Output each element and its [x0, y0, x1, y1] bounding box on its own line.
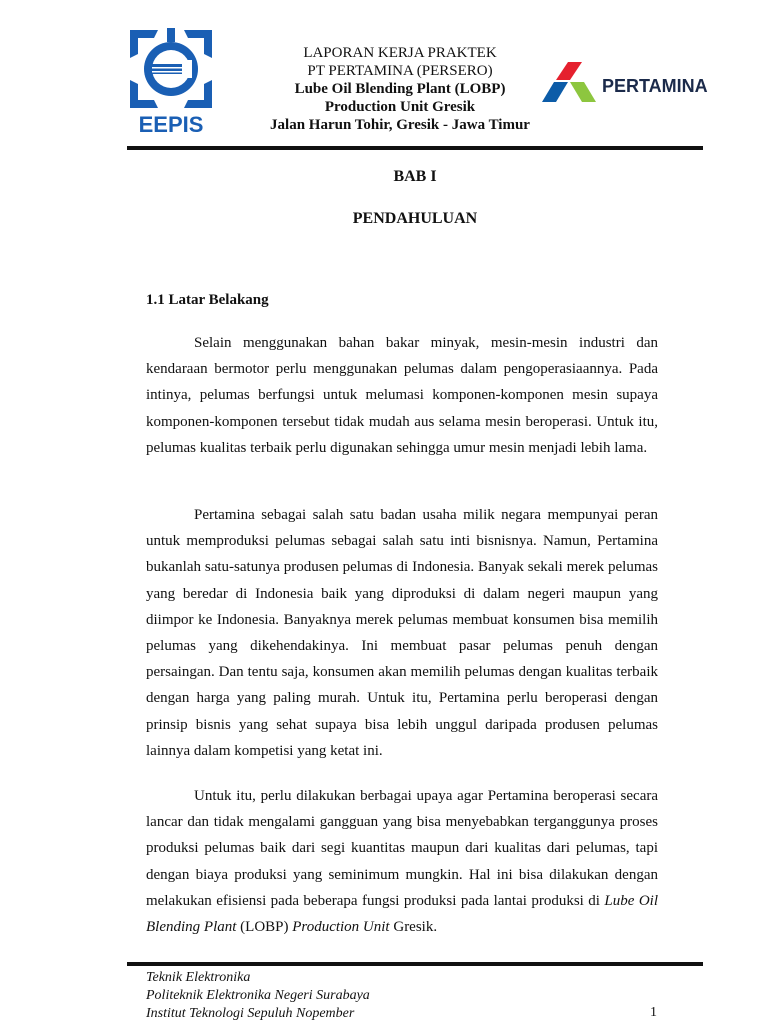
paragraph-3-start: Untuk itu, perlu dilakukan berbagai upaya agar Pertamina beroperasi secara lancar dan tidak mengalami gangguan yang bisa menyebabkan terganggunya proses produksi pelumas baik dari segi kuantitas maupun dari kualitas dari pelumas, tapi dengan biaya produksi yang seminimum mungkin. Hal ini bisa dilakukan dengan melakukan efisiensi pada beberapa fungsi produksi pada lantai produksi di [146, 788, 658, 909]
footer-divider [127, 962, 703, 966]
paragraph-1: Selain menggunakan bahan bakar minyak, mesin-mesin industri dan kendaraan bermotor perlu menggunakan pelumas dalam pengoperasiaannya. Pada intinya, pelumas berfungsi untuk melumasi komponen-komponen mesin supaya komponen-komponen tersebut tidak mudah aus selama mesin beroperasi. Untuk itu, pelumas kualitas terbaik perlu digunakan sehingga umur mesin menjadi lebih lama. [146, 335, 658, 456]
header-divider [127, 146, 703, 150]
eepis-emblem [130, 28, 212, 108]
header-line-5: Jalan Harun Tohir, Gresik - Jawa Timur [270, 117, 530, 133]
paragraph-3-middle: (LOBP) [236, 919, 293, 936]
header-line-1: LAPORAN KERJA PRAKTEK [303, 45, 497, 61]
chapter-number: BAB I [393, 168, 437, 185]
header-line-4: Production Unit Gresik [324, 99, 476, 115]
pertamina-logo-text: PERTAMINA [602, 76, 708, 96]
paragraph-3 [146, 783, 658, 940]
pertamina-emblem [542, 62, 596, 102]
section-heading: 1.1 Latar Belakang [146, 292, 269, 308]
page-number: 1 [650, 1005, 657, 1020]
paragraph-3-emphasis-lobp: Lube Oil Blending Plant [146, 892, 658, 936]
paragraph-3-end: Gresik. [389, 919, 438, 936]
report-header [230, 44, 570, 134]
header-line-2: PT PERTAMINA (PERSERO) [307, 63, 493, 79]
footer-line-3: Institut Teknologi Sepuluh Nopember [146, 1006, 355, 1021]
paragraph-3-emphasis-unit: Production Unit [292, 919, 390, 936]
footer-line-2: Politeknik Elektronika Negeri Surabaya [146, 988, 370, 1003]
eepis-logo [128, 28, 214, 134]
paragraph-2: Pertamina sebagai salah satu badan usaha milik negara mempunyai peran untuk memproduksi pelumas sebagai salah satu inti bisnisnya. Namun, Pertamina bukanlah satu-satunya produsen pelumas di Indonesia. Banyak sekali merek pelumas yang beredar di Indonesia baik yang diproduksi di dalam negeri maupun yang diimpor ke Indonesia. Banyaknya merek pelumas membuat konsumen bisa memilih pelumas yang dikehendakinya. Ini membuat pasar pelumas penuh dengan persaingan. Dan tentu saja, konsumen akan memilih pelumas dengan kualitas terbaik dengan harga yang paling murah. Untuk itu, Pertamina perlu beroperasi dengan prinsip bisnis yang sehat supaya bisa lebih unggul daripada produsen pelumas lainnya dalam kompetisi yang ketat ini. [146, 507, 658, 759]
footer-line-1: Teknik Elektronika [146, 970, 251, 985]
page-footer [146, 969, 370, 1023]
pertamina-logo [540, 60, 712, 104]
eepis-logo-text: EEPIS [138, 112, 204, 134]
chapter-title: PENDAHULUAN [352, 210, 478, 227]
header-line-3: Lube Oil Blending Plant (LOBP) [294, 81, 506, 97]
